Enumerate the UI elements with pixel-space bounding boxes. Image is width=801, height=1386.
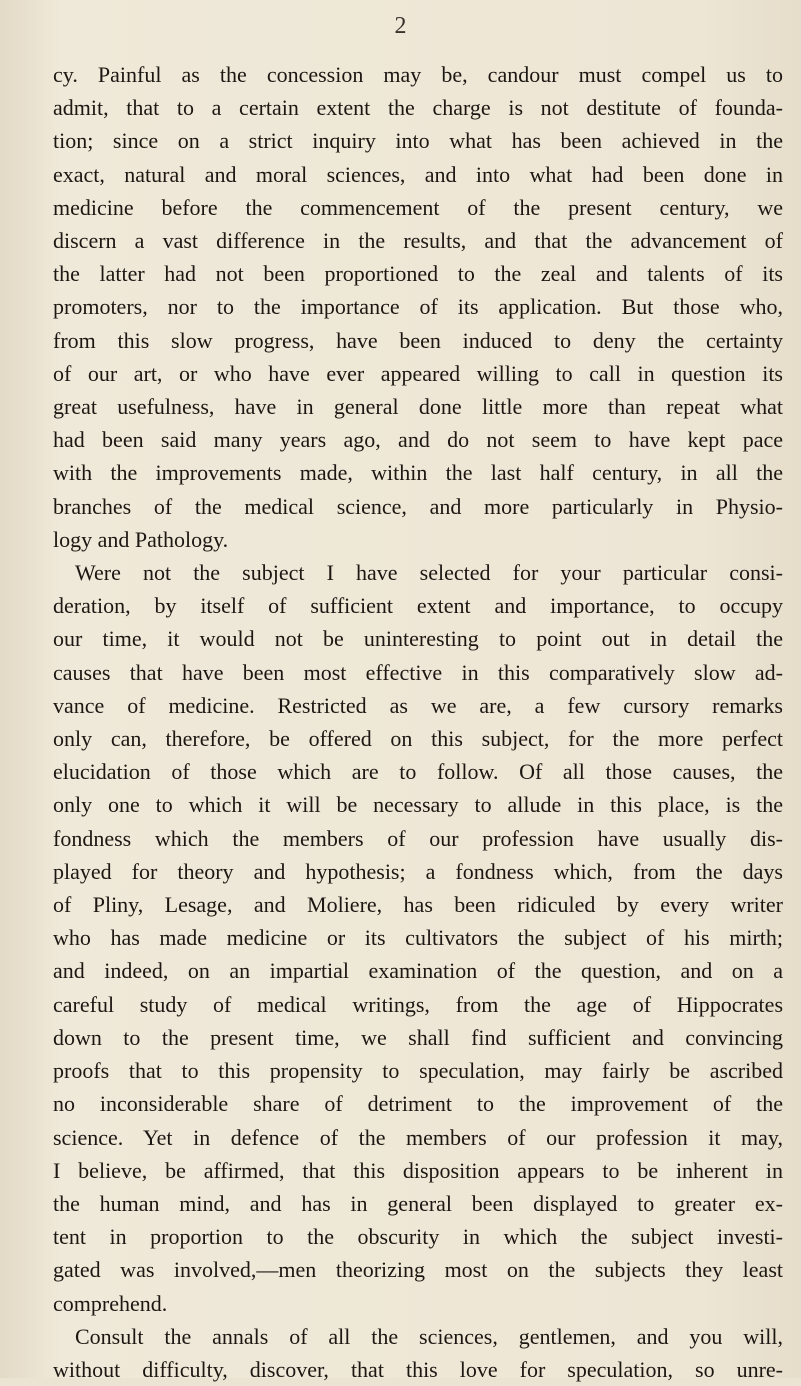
text-line: only can, therefore, be offered on this subject, for the more perfect (53, 726, 783, 752)
text-line: exact, natural and moral sciences, and into what had been done in (53, 161, 783, 187)
text-line: no inconsiderable share of detriment to the improvement of the (53, 1091, 783, 1117)
text-line: comprehend. (53, 1290, 168, 1316)
text-line: and indeed, on an impartial examination of the question, and on a (53, 958, 783, 984)
text-line: gated was involved,—men theorizing most on the subjects they least (53, 1257, 783, 1283)
text-line: deration, by itself of sufficient extent and importance, to occupy (53, 593, 783, 619)
text-line: branches of the medical science, and more particularly in Physio- (53, 493, 783, 519)
text-line: who has made medicine or its cultivators the subject of his mirth; (53, 925, 783, 951)
text-line: causes that have been most effective in this comparatively slow ad- (53, 659, 783, 685)
text-line: Consult the annals of all the sciences, gentlemen, and you will, (75, 1323, 783, 1349)
paragraph (53, 1320, 783, 1386)
text-line: fondness which the members of our profession have usually dis- (53, 825, 783, 851)
text-line: I believe, be affirmed, that this disposition appears to be inherent in (53, 1157, 783, 1183)
text-line: of Pliny, Lesage, and Moliere, has been ridiculed by every writer (53, 892, 783, 918)
text-line: proofs that to this propensity to speculation, may fairly be ascribed (53, 1058, 783, 1084)
text-line: cy. Painful as the concession may be, candour must compel us to (53, 62, 783, 87)
text-line: promoters, nor to the importance of its application. But those who, (53, 294, 783, 320)
text-line: elucidation of those which are to follow. Of all those causes, the (53, 759, 783, 785)
text-line: tion; since on a strict inquiry into what has been achieved in the (53, 128, 783, 154)
text-line: played for theory and hypothesis; a fondness which, from the days (53, 858, 783, 884)
text-line: had been said many years ago, and do not seem to have kept pace (53, 427, 783, 453)
page-number: 2 (394, 13, 407, 39)
text-line: discern a vast difference in the results, and that the advancement of (53, 228, 783, 254)
text-line: down to the present time, we shall find sufficient and convincing (53, 1024, 783, 1050)
text-line: careful study of medical writings, from the age of Hippocrates (53, 991, 783, 1017)
text-line: great usefulness, have in general done little more than repeat what (53, 394, 783, 420)
text-line: only one to which it will be necessary to allude in this place, is the (53, 792, 783, 818)
body-text (53, 58, 783, 1386)
text-line: our time, it would not be uninteresting to point out in detail the (53, 626, 783, 652)
text-line: admit, that to a certain extent the charge is not destitute of founda- (53, 95, 783, 121)
text-line: from this slow progress, have been induced to deny the certainty (53, 327, 783, 353)
text-line: tent in proportion to the obscurity in which the subject investi- (53, 1224, 783, 1250)
paragraph (53, 556, 783, 1320)
text-line: the human mind, and has in general been displayed to greater ex- (53, 1190, 783, 1216)
text-line: Were not the subject I have selected for your particular consi- (75, 560, 783, 586)
text-line: of our art, or who have ever appeared willing to call in question its (53, 360, 783, 386)
text-line: vance of medicine. Restricted as we are, a few cursory remarks (53, 692, 783, 718)
text-line: science. Yet in defence of the members of our profession it may, (53, 1124, 783, 1150)
text-line: medicine before the commencement of the present century, we (53, 194, 783, 220)
paragraph (53, 58, 783, 556)
text-line: without difficulty, discover, that this love for speculation, so unre- (53, 1356, 783, 1382)
text-line: the latter had not been proportioned to the zeal and talents of its (53, 261, 783, 287)
text-line: logy and Pathology. (53, 526, 229, 552)
text-line: with the improvements made, within the last half century, in all the (53, 460, 783, 486)
